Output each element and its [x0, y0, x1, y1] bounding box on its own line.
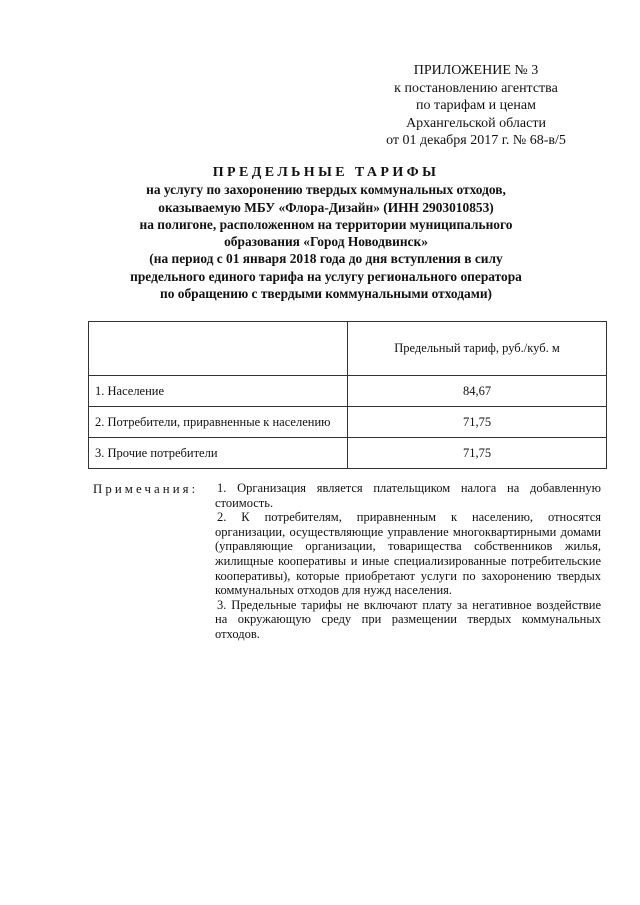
title-line: на полигоне, расположенном на территории муниципального [139, 216, 513, 232]
appendix-line: к постановлению агентства [394, 80, 558, 96]
appendix-line: Архангельской области [406, 115, 546, 131]
row-name-cell: 1. Население [89, 376, 348, 407]
appendix-date-line: от 01 декабря 2017 г. № 68-в/5 [386, 133, 566, 148]
document-title [60, 164, 592, 302]
row-name-cell: 2. Потребители, приравненные к населению [89, 407, 348, 438]
note-item: 2. К потребителям, приравненным к населению, относятся организации, осуществляющие управление многоквартирными домами (управляющие организации, товарищества собственников жилья, жилищные кооперативы и иные специализированные потребительские кооперативы), которые приобретают услуги по захоронению твердых коммунальных отходов для нужд населения. [215, 510, 601, 598]
title-line: по обращению с твердыми коммунальными отходами) [159, 286, 493, 302]
notes-label: Примечания: [93, 482, 199, 496]
appendix-title: ПРИЛОЖЕНИЕ № 3 [413, 63, 539, 78]
appendix-header [360, 62, 592, 150]
table-header-row [89, 322, 607, 376]
table-row [89, 438, 607, 469]
title-line: предельного единого тарифа на услугу регионального оператора [130, 268, 522, 284]
notes-list [215, 481, 601, 642]
row-value-cell: 84,67 [348, 376, 607, 407]
title-line: образования «Город Новодвинск» [224, 234, 428, 250]
row-value-cell: 71,75 [348, 438, 607, 469]
row-name-cell: 3. Прочие потребители [89, 438, 348, 469]
row-value-cell: 71,75 [348, 407, 607, 438]
title-main: ПРЕДЕЛЬНЫЕ ТАРИФЫ [212, 165, 440, 180]
note-item: 1. Организация является плательщиком налога на добавленную стоимость. [215, 481, 601, 510]
header-name-cell [89, 322, 348, 376]
note-item: 3. Предельные тарифы не включают плату за негативное воздействие на окружающую среду при размещении твердых коммунальных отходов. [215, 597, 601, 641]
title-line: на услугу по захоронению твердых коммунальных отходов, [146, 182, 506, 198]
title-line: (на период с 01 января 2018 года до дня вступления в силу [149, 251, 503, 267]
tariff-table [88, 321, 607, 469]
title-line: оказываемую МБУ «Флора-Дизайн» (ИНН 2903010853) [158, 199, 494, 215]
appendix-line: по тарифам и ценам [416, 98, 536, 113]
header-value-cell: Предельный тариф, руб./куб. м [348, 322, 607, 376]
table-row [89, 376, 607, 407]
table-row [89, 407, 607, 438]
